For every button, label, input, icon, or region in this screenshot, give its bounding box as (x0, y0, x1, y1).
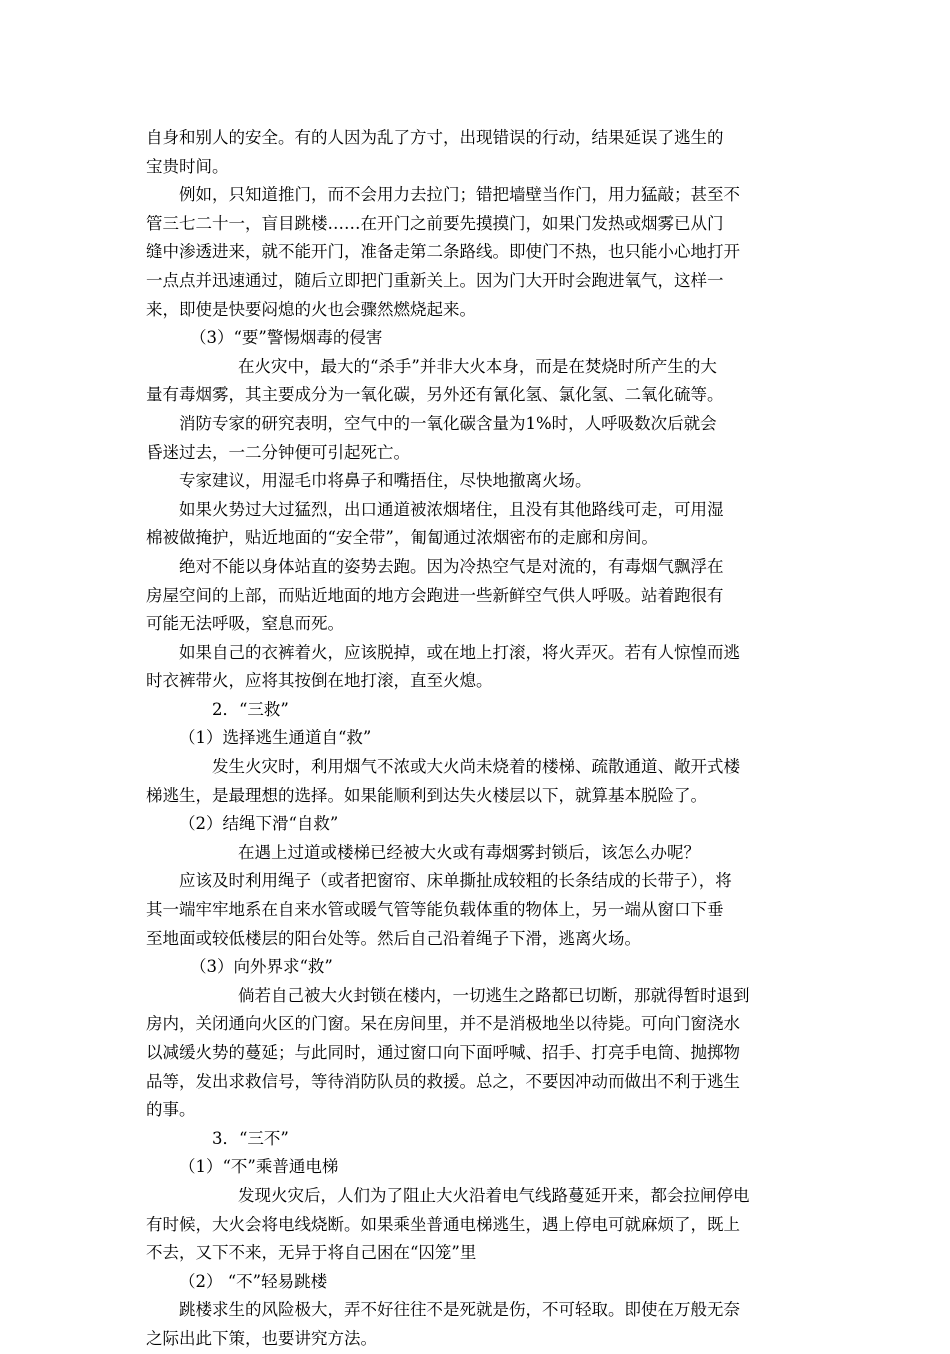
text-line: 昏迷过去，一二分钟便可引起死亡。 (146, 442, 410, 462)
text-line: 一点点并迅速通过，随后立即把门重新关上。因为门大开时会跑进氧气，这样一 (146, 270, 724, 290)
text-line: 房内，关闭通向火区的门窗。呆在房间里，并不是消极地坐以待毙。可向门窗浇水 (146, 1014, 740, 1034)
text-line: 的事。 (146, 1100, 196, 1120)
text-line: 梯逃生，是最理想的选择。如果能顺利到达失火楼层以下，就算基本脱险了。 (146, 785, 707, 805)
text-line: （2）结绳下滑“自救” (179, 814, 339, 834)
text-line: （3）向外界求“救” (190, 957, 333, 977)
text-line: 来，即使是快要闷熄的火也会骤然燃烧起来。 (146, 299, 476, 319)
document-page (146, 124, 810, 1354)
text-line: （1）“不”乘普通电梯 (179, 1157, 339, 1177)
text-line: 在火灾中，最大的“杀手”并非大火本身，而是在焚烧时所产生的大 (238, 356, 717, 376)
text-line: 如果火势过大过猛烈，出口通道被浓烟堵住，且没有其他路线可走，可用湿 (179, 499, 724, 519)
text-line: 发生火灾时，利用烟气不浓或大火尚未烧着的楼梯、疏散通道、敞开式楼 (212, 757, 740, 777)
text-line: 其一端牢牢地系在自来水管或暖气管等能负载体重的物体上，另一端从窗口下垂 (146, 900, 724, 920)
text-line: 缝中渗透进来，就不能开门，准备走第二条路线。即使门不热，也只能小心地打开 (146, 242, 740, 262)
text-line: 自身和别人的安全。有的人因为乱了方寸，出现错误的行动，结果延误了逃生的 (146, 128, 724, 147)
text-line: 管三七二十一，盲目跳楼……在开门之前要先摸摸门，如果门发热或烟雾已从门 (146, 213, 724, 233)
text-line: 房屋空间的上部，而贴近地面的地方会跑进一些新鲜空气供人呼吸。站着跑很有 (146, 585, 724, 605)
text-line: （2） “不”轻易跳楼 (179, 1271, 328, 1291)
text-line: 不去，又下不来，无异于将自己困在“囚笼”里 (146, 1243, 477, 1263)
text-line: 在遇上过道或楼梯已经被大火或有毒烟雾封锁后，该怎么办呢？ (238, 842, 700, 862)
text-line: 发现火灾后，人们为了阻止大火沿着电气线路蔓延开来，都会拉闸停电 (238, 1185, 750, 1205)
text-line: 例如，只知道推门，而不会用力去拉门；错把墙壁当作门，用力猛敲；甚至不 (179, 185, 740, 205)
text-line: 2．“三救” (212, 699, 289, 719)
text-line: 时衣裤带火，应将其按倒在地打滚，直至火熄。 (146, 671, 493, 691)
text-line: 可能无法呼吸，窒息而死。 (146, 614, 344, 634)
text-line: 倘若自己被大火封锁在楼内，一切逃生之路都已切断，那就得暂时退到 (238, 985, 750, 1005)
text-line: （3）“要”警惕烟毒的侵害 (190, 328, 383, 348)
text-line: 消防专家的研究表明，空气中的一氧化碳含量为1%时，人呼吸数次后就会 (179, 413, 717, 433)
text-line: 以减缓火势的蔓延；与此同时，通过窗口向下面呼喊、招手、打亮手电筒、抛掷物 (146, 1043, 740, 1062)
text-line: （1）选择逃生通道自“救” (179, 728, 372, 748)
text-line: 量有毒烟雾，其主要成分为一氧化碳，另外还有氰化氢、氯化氢、二氧化硫等。 (146, 385, 724, 405)
text-line: 如果自己的衣裤着火，应该脱掉，或在地上打滚，将火弄灭。若有人惊惶而逃 (179, 642, 740, 662)
text-line: 绝对不能以身体站直的姿势去跑。因为冷热空气是对流的，有毒烟气飘浮在 (179, 556, 724, 576)
text-line: 专家建议，用湿毛巾将鼻子和嘴捂住，尽快地撤离火场。 (179, 471, 592, 491)
text-line: 有时候，大火会将电线烧断。如果乘坐普通电梯逃生，遇上停电可就麻烦了，既上 (146, 1214, 740, 1234)
text-line: 跳楼求生的风险极大，弄不好往往不是死就是伤，不可轻取。即使在万般无奈 (179, 1300, 740, 1320)
text-line: 棉被做掩护，贴近地面的“安全带”，匍匐通过浓烟密布的走廊和房间。 (146, 528, 658, 548)
text-line: 宝贵时间。 (146, 156, 229, 176)
text-line: 至地面或较低楼层的阳台处等。然后自己沿着绳子下滑，逃离火场。 (146, 928, 641, 948)
text-line: 应该及时利用绳子（或者把窗帘、床单撕扯成较粗的长条结成的长带子），将 (179, 871, 732, 891)
text-line: 品等，发出求救信号，等待消防队员的救援。总之，不要因冲动而做出不利于逃生 (146, 1071, 740, 1091)
text-line: 之际出此下策，也要讲究方法。 (146, 1328, 377, 1348)
text-line: 3．“三不” (212, 1128, 289, 1148)
